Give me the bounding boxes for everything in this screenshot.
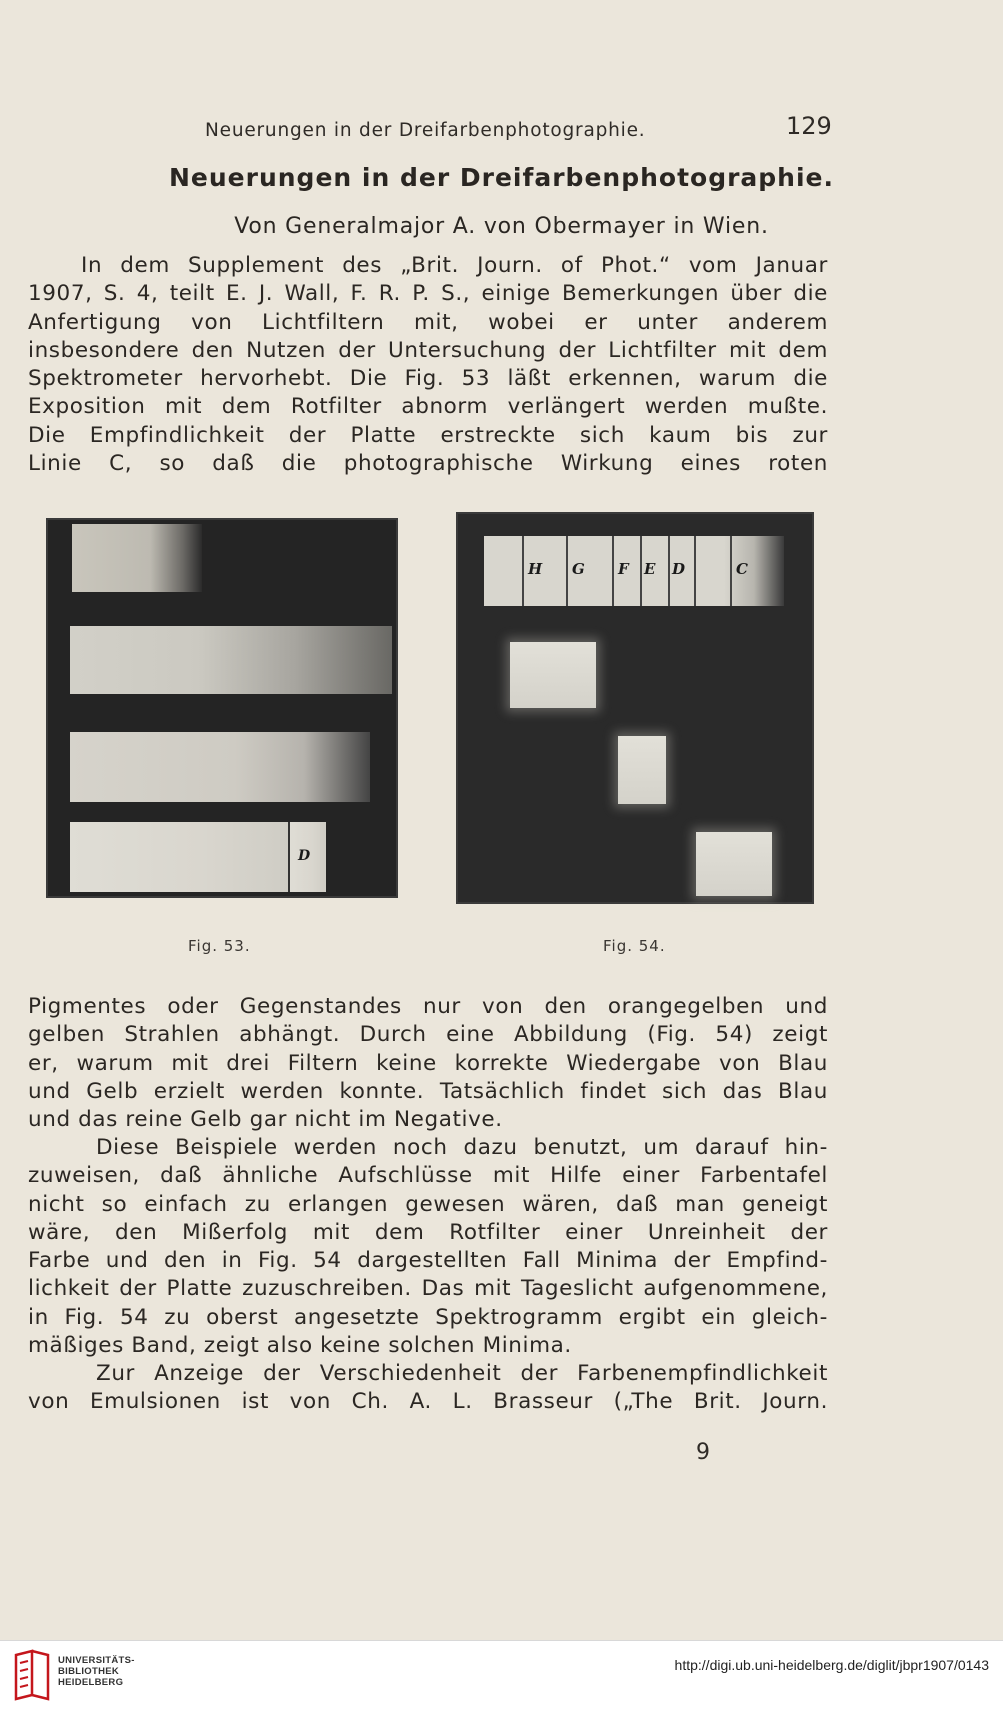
spectral-line-label: E (644, 560, 656, 578)
text-line: Zur Anzeige der Verschiedenheit der Farbenempfindlichkeit (96, 1361, 828, 1386)
figure-53-caption: Fig. 53. (188, 937, 251, 955)
text-line: Diese Beispiele werden noch dazu benutzt, um darauf hin- (96, 1135, 828, 1160)
page-number: 129 (786, 112, 832, 140)
spectrogram-strip (70, 822, 288, 892)
text-line: Exposition mit dem Rotfilter abnorm verlängert werden mußte. (28, 394, 828, 420)
running-header: Neuerungen in der Dreifarbenphotographie. (205, 120, 646, 141)
daylight-spectrogram (484, 536, 784, 606)
text-line: er, warum mit drei Filtern keine korrekte Wiedergabe von Blau (28, 1050, 828, 1076)
spectrogram-strip (72, 524, 202, 592)
text-line: lichkeit der Platte zuzuschreiben. Das mit Tageslicht aufgenommene, (28, 1276, 828, 1302)
text-line: In dem Supplement des „Brit. Journ. of Phot.“ vom Januar (81, 253, 828, 278)
text-line: insbesondere den Nutzen der Untersuchung der Lichtfilter mit dem (28, 337, 828, 363)
fraunhofer-line-label: D (298, 848, 311, 864)
spectral-line-label: D (672, 560, 686, 578)
spectral-line-label: G (572, 560, 585, 578)
text-line: von Emulsionen ist von Ch. A. L. Brasseur („The Brit. Journ. (28, 1389, 828, 1415)
spectral-line-label: F (618, 560, 629, 578)
text-line: wäre, den Mißerfolg mit dem Rotfilter einer Unreinheit der (28, 1219, 828, 1245)
library-book-logo-icon[interactable] (12, 1649, 52, 1701)
library-name-line: BIBLIOTHEK (58, 1666, 120, 1677)
text-line: Pigmentes oder Gegenstandes nur von den orangegelben und (28, 994, 828, 1019)
source-url-link[interactable]: http://digi.ub.uni-heidelberg.de/diglit/jbpr1907/0143 (674, 1657, 989, 1673)
paragraph-2 (28, 993, 828, 1134)
text-line: nicht so einfach zu erlangen gewesen wären, daß man geneigt (28, 1191, 828, 1217)
spectral-line-marker (730, 536, 732, 606)
digitization-footer (0, 1640, 1003, 1710)
sensitivity-patch (618, 736, 666, 804)
spectrogram-strip (70, 626, 392, 694)
spectral-line-label: H (528, 560, 543, 578)
spectral-line-marker (612, 536, 614, 606)
spectrogram-strip (70, 732, 370, 802)
spectral-line-marker (522, 536, 524, 606)
text-line: und das reine Gelb gar nicht im Negative. (28, 1107, 503, 1133)
spectral-line-marker (694, 536, 696, 606)
text-line: Linie C, so daß die photographische Wirkung eines roten (28, 451, 828, 477)
signature-mark: 9 (696, 1440, 710, 1465)
text-line: Die Empfindlichkeit der Platte erstreckte sich kaum bis zur (28, 422, 828, 448)
sensitivity-patch (696, 832, 772, 896)
figure-53-image (48, 520, 396, 896)
paragraph-1 (28, 252, 828, 478)
text-line: in Fig. 54 zu oberst angesetzte Spektrogramm ergibt ein gleich- (28, 1304, 828, 1330)
text-line: gelben Strahlen abhängt. Durch eine Abbildung (Fig. 54) zeigt (28, 1022, 828, 1048)
library-name-line: UNIVERSITÄTS- (58, 1655, 135, 1666)
text-line: 1907, S. 4, teilt E. J. Wall, F. R. P. S., einige Bemerkungen über die (28, 281, 828, 307)
text-line: Anfertigung von Lichtfiltern mit, wobei er unter anderem (28, 309, 828, 335)
spectral-line-marker (566, 536, 568, 606)
text-line: zuweisen, daß ähnliche Aufschlüsse mit Hilfe einer Farbentafel (28, 1163, 828, 1189)
spectral-line-label: C (736, 560, 748, 578)
article-byline: Von Generalmajor A. von Obermayer in Wien. (234, 214, 769, 239)
text-line: und Gelb erzielt werden konnte. Tatsächlich findet sich das Blau (28, 1078, 828, 1104)
article-title: Neuerungen in der Dreifarbenphotographie. (169, 163, 834, 192)
sensitivity-patch (510, 642, 596, 708)
spectral-line-marker (668, 536, 670, 606)
paragraph-4 (28, 1360, 828, 1417)
figure-54-image (458, 514, 812, 902)
text-line: Spektrometer hervorhebt. Die Fig. 53 läßt erkennen, warum die (28, 366, 828, 392)
library-name (58, 1655, 135, 1688)
text-line: Farbe und den in Fig. 54 dargestellten Fall Minima der Empfind- (28, 1248, 828, 1274)
text-line: mäßiges Band, zeigt also keine solchen Minima. (28, 1333, 572, 1359)
library-name-line: HEIDELBERG (58, 1677, 124, 1688)
paragraph-3 (28, 1134, 828, 1360)
spectral-line-marker (640, 536, 642, 606)
figure-54-caption: Fig. 54. (603, 937, 666, 955)
